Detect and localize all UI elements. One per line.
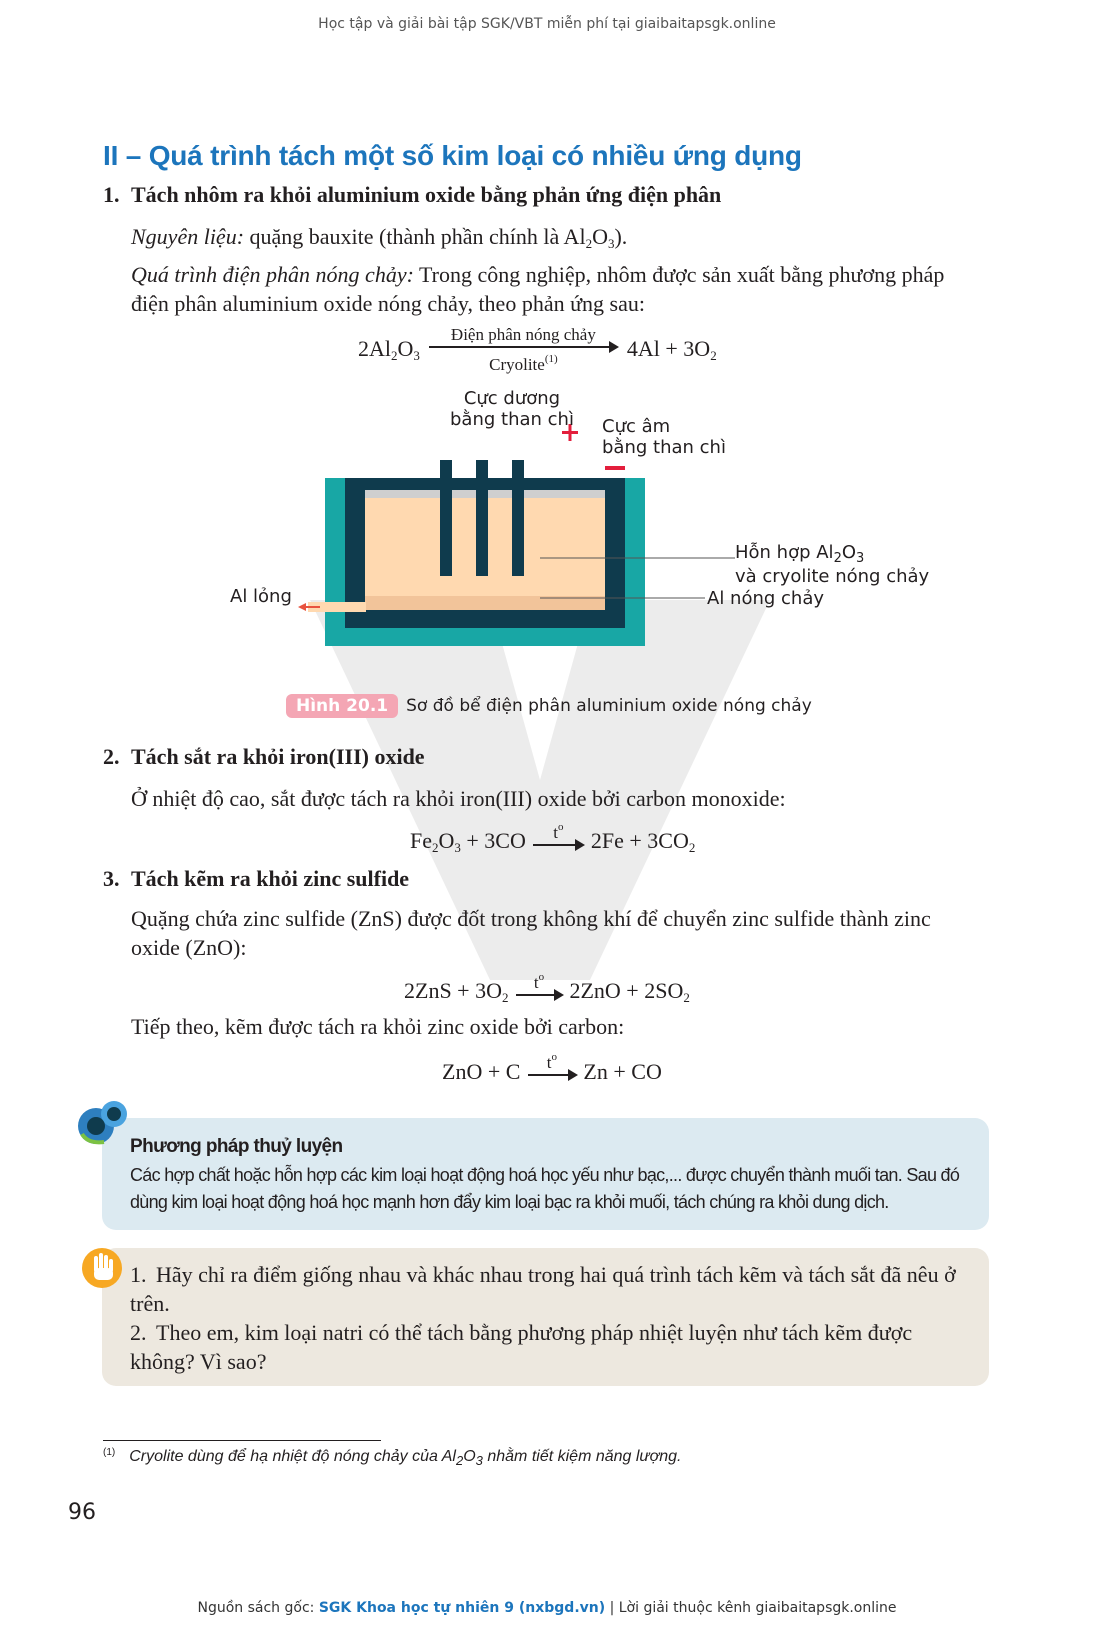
figure-caption: Hình 20.1 Sơ đồ bể điện phân aluminium oxide nóng chảy xyxy=(286,694,812,718)
anode-label: Cực dương bằng than chì xyxy=(450,388,574,430)
header-note: Học tập và giải bài tập SGK/VBT miễn phí tại giaibaitapsgk.online xyxy=(318,16,776,32)
question-1: 1. Hãy chỉ ra điểm giống nhau và khác nhau trong hai quá trình tách kẽm và tách sắt đã nêu ở trên. xyxy=(130,1262,956,1316)
info-box-body: Các hợp chất hoặc hỗn hợp các kim loại hoạt động hoá học yếu như bạc,... được chuyển thành muối tan. Sau đó dùng kim loại hoạt động hoá học mạnh hơn đẩy kim loại bạc ra khỏi muối, tách chúng ra khỏi dung dịch. xyxy=(130,1165,960,1212)
binoculars-icon xyxy=(74,1098,134,1146)
mixture-label: Hỗn hợp $Al_2O_3$ và cryolite nóng chảy xyxy=(735,542,930,587)
page-number: 96 xyxy=(68,1500,96,1525)
footer-note: Nguồn sách gốc: SGK Khoa học tự nhiên 9 (nxbgd.vn) | Lời giải thuộc kênh giaibaitapsgk.online xyxy=(197,1600,897,1616)
equation-zinc-reduce: ZnO + C $t^o$ Zn + CO xyxy=(442,1051,662,1084)
equation-iron: $Fe_2O_3 + 3CO$ $t^o$ $2Fe + 3CO_2$ xyxy=(410,821,696,855)
cathode-label: Cực âm bằng than chì xyxy=(602,416,726,458)
material-line: Nguyên liệu: quặng bauxite (thành phần chính là $Al_2O_3$). xyxy=(131,224,628,251)
subsection-3-heading: 3. Tách kẽm ra khỏi zinc sulfide xyxy=(103,866,410,891)
footnote: $^{(1)}$ Cryolite dùng để hạ nhiệt độ nóng chảy của $Al_2O_3$ nhằm tiết kiệm năng lượng. xyxy=(103,1447,682,1468)
equation-zinc-roast: $2ZnS + 3O_2$ $t^o$ $2ZnO + 2SO_2$ xyxy=(404,971,690,1005)
process-paragraph: Quá trình điện phân nóng chảy: Trong công nghiệp, nhôm được sản xuất bằng phương pháp điện phân aluminium oxide nóng chảy, theo phản ứng sau: xyxy=(131,262,945,316)
iron-paragraph: Ở nhiệt độ cao, sắt được tách ra khỏi iron(III) oxide bởi carbon monoxide: xyxy=(131,786,786,811)
zinc-paragraph-1: Quặng chứa zinc sulfide (ZnS) được đốt trong không khí để chuyển zinc sulfide thành zinc oxide (ZnO): xyxy=(131,906,931,960)
molten-al-label: Al nóng chảy xyxy=(707,588,824,609)
subsection-2-heading: 2. Tách sắt ra khỏi iron(III) oxide xyxy=(103,744,425,769)
zinc-paragraph-2: Tiếp theo, kẽm được tách ra khỏi zinc oxide bởi carbon: xyxy=(131,1014,625,1039)
equation-electrolysis: $2Al_2O_3$ Điện phân nóng chảy Cryolite$^{(1)}$ $4Al + 3O_2$ xyxy=(358,325,717,374)
figure-tag: Hình 20.1 xyxy=(286,694,398,718)
raised-hand-icon xyxy=(80,1246,124,1290)
footnote-rule xyxy=(103,1440,381,1441)
subsection-1-heading: 1. Tách nhôm ra khỏi aluminium oxide bằng phản ứng điện phân xyxy=(103,182,722,207)
electrolysis-cell-diagram xyxy=(230,388,930,678)
question-2: 2. Theo em, kim loại natri có thể tách bằng phương pháp nhiệt luyện như tách kẽm được không? Vì sao? xyxy=(130,1320,913,1374)
section-title: II – Quá trình tách một số kim loại có nhiều ứng dụng xyxy=(103,140,802,171)
liquid-al-label: Al lỏng xyxy=(230,586,292,607)
info-box-title: Phương pháp thuỷ luyện xyxy=(130,1136,343,1157)
